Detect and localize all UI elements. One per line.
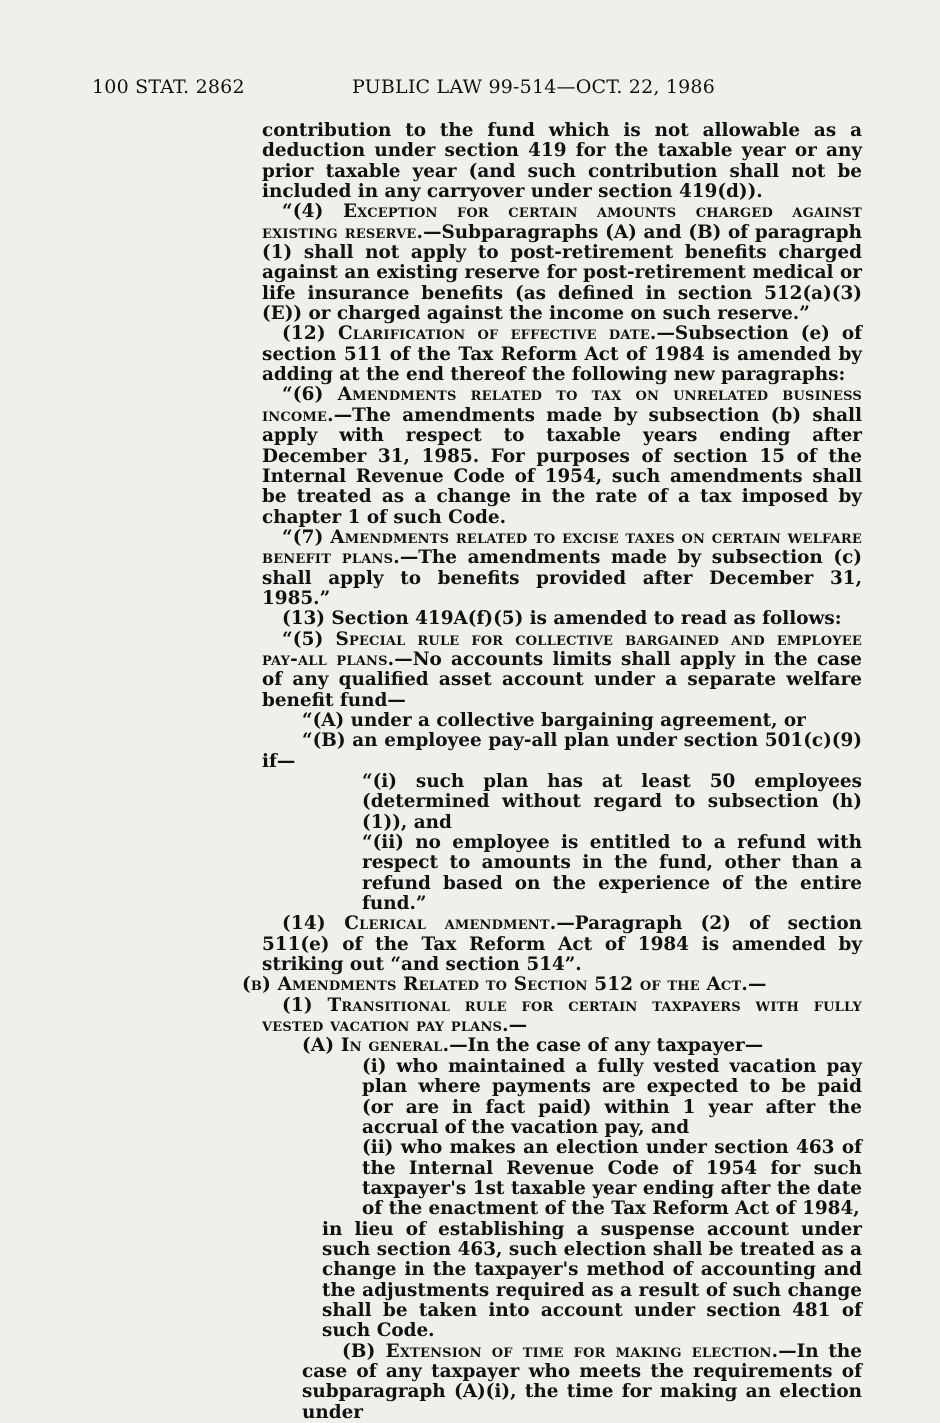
paragraph-14-clerical [262,914,862,975]
clause-b: “(B) an employee pay-all plan under section 501(c)(9) if— [262,730,862,772]
paragraph-heading: “(5) Special rule for collective bargained and employee pay-all plans. [262,628,862,670]
subparagraph-text: —In the case of any taxpayer— [449,1035,764,1057]
public-law-title: PUBLIC LAW 99-514—OCT. 22, 1986 [352,76,716,98]
paragraph-heading: “(4) Exception for certain amounts charged against existing reserve. [262,201,862,243]
clause-a-i: (i) who maintained a fully vested vacation pay plan where payments are expected to be paid (or are in fact paid) within 1 year after the accrual of the vacation pay, and [362,1055,862,1138]
subsection-b [242,975,862,995]
body-text [242,120,863,1423]
paragraph-text: —The amendments made by subsection (b) shall apply with respect to taxable years ending after December 31, 1985. For purposes of section 15 of the Internal Revenue Code of 1954, such amendments shall be treated as a change in the rate of a tax imposed by chapter 1 of such Code. [262,404,862,528]
paragraph-6-amendments [262,385,862,527]
paragraph-5-special-rule [262,630,862,711]
paragraph-12-clarification [262,324,862,385]
subsection-text: — [747,974,767,996]
clause-text: “(ii) no employee is entitled to a refund with respect to amounts in the fund, other than a refund based on the experience of the entire fund.” [362,832,862,915]
paragraph-heading: (14) Clerical amendment. [282,913,557,935]
paragraph-text: —Subsection (e) of section 511 of the Tax Reform Act of 1984 is amended by adding at the end thereof the following new paragraphs: [262,323,862,386]
subparagraph-b [302,1342,862,1423]
subparagraph-text: —In the case of any taxpayer who meets the requirements of subparagraph (A)(i), the time for making an election under [302,1340,862,1423]
clause-a: “(A) under a collective bargaining agreement, or [302,709,806,731]
paragraph-continuation: contribution to the fund which is not allowable as a deduction under section 419 for the taxable year or any prior taxable year (and such contribution shall not be included in any carryover under section 419(d)). [262,120,862,203]
page-header [92,76,732,102]
paragraph-heading: “(6) Amendments related to tax on unrelated business income. [262,384,862,426]
paragraph-heading: (12) Clarification of effective date. [282,323,657,345]
subparagraph-heading: (A) In general. [302,1035,450,1057]
subparagraph-a [302,1036,862,1056]
flush-text: in lieu of establishing a suspense account under such section 463, such election shall be treated as a change in the taxpayer's method of accounting and the adjustments required as a result of such change shall be taken into account under section 481 of such Code. [322,1218,862,1342]
paragraph-text: —Subparagraphs (A) and (B) of paragraph (1) shall not apply to post-retirement benefits charged against an existing reserve for post-retirement medical or life insurance benefits (as defined in section 512(a)(3)(E)) or charged against the income on such reserve.” [262,221,862,325]
paragraph-text: —Paragraph (2) of section 511(e) of the Tax Reform Act of 1984 is amended by striking out “and section 514”. [262,913,862,976]
clause-a-ii: (ii) who makes an election under section 463 of the Internal Revenue Code of 1954 for such taxpayer's 1st taxable year ending after the date of the enactment of the Tax Reform Act of 1984, [362,1137,862,1220]
paragraph-4-exception [262,202,862,324]
paragraph-1-transitional [262,996,862,1037]
paragraph-text: — [508,1015,528,1037]
clause-b-i [282,772,862,833]
subsection-heading: (b) Amendments Related to Section 512 of the Act. [242,974,748,996]
paragraph-text: —The amendments made by subsection (c) shall apply to benefits provided after December 31, 1985.” [262,547,862,609]
subparagraph-heading: (B) Extension of time for making election. [342,1340,779,1362]
clause-b-ii [362,833,862,914]
paragraph-heading: “(7) Amendments related to excise taxes on certain welfare benefit plans. [262,526,862,569]
statute-page-number: 100 STAT. 2862 [92,76,245,98]
clause-text: “(i) such plan has at least 50 employees (determined without regard to subsection (h)(1)), and [362,771,862,833]
paragraph-heading: (1) Transitional rule for certain taxpayers with fully vested vacation pay plans. [262,994,862,1037]
paragraph-13: (13) Section 419A(f)(5) is amended to read as follows: [282,608,842,630]
paragraph-text: —No accounts limits shall apply in the case of any qualified asset account under a separate welfare benefit fund— [262,648,863,711]
paragraph-7-amendments [262,528,862,609]
